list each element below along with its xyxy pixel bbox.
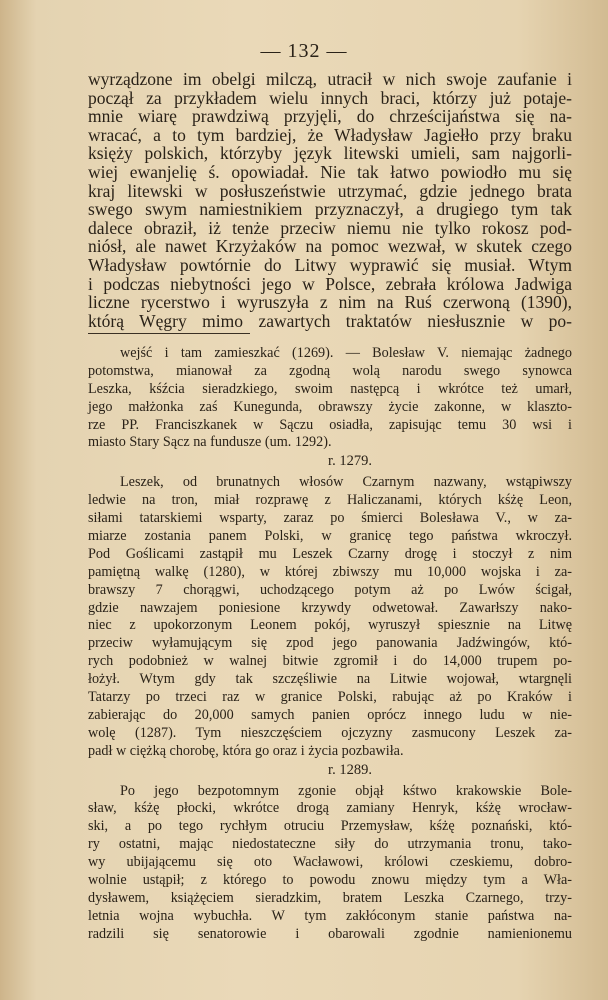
footnote-line: niec z upokorzonym Leonem pokój, wyruszył spiesznie na Litwę <box>88 617 572 634</box>
footnote-line: Po jego bezpotomnym zgonie objął kśtwo krakowskie Bole- <box>120 782 572 799</box>
footnotes <box>88 345 572 944</box>
footnote-line: miasto Stary Sącz na fundusze (um. 1292). <box>88 434 332 451</box>
footnote-line: ski, a po tego rychłym otruciu Przemysław, kśżę poznański, któ- <box>88 818 572 835</box>
footnote-divider <box>88 333 250 334</box>
text-line: dalece obraził, iż tenże przeciw niemu nie tylko rokosz pod- <box>88 217 572 238</box>
footnote-line: padł w ciężką chorobę, która go oraz i życia pozbawiła. <box>88 742 404 759</box>
text-line: i podczas niebytności jego w Polsce, zebrała królowa Jadwiga <box>88 273 572 294</box>
text-line: którą Węgry mimo zawartych traktatów niesłusznie w po- <box>88 310 572 331</box>
footnote-line: pamiętną walkę (1280), w której zbiwszy mu 10,000 wojska i za- <box>88 563 572 580</box>
footnote-line: brawszy 7 chorągwi, uchodzącego potym aż po Lwów ścigał, <box>88 581 572 598</box>
footnote-line: potomstwa, mianował za zgodną wolą narodu swego synowca <box>88 362 572 379</box>
text-line: swego swym namiestnikiem przyznaczył, a drugiego tym tak <box>88 199 572 220</box>
footnote-line: gdzie nawzajem poniesione krzywdy odwetował. Zawarłszy nako- <box>88 599 572 616</box>
text-line: mnie wiarę prawdziwą przyjęli, do chrześcijaństwa się na- <box>88 106 572 127</box>
footnote-line: sław, kśżę płocki, wkrótce drogą zamiany Henryk, kśżę wrocław- <box>88 800 572 817</box>
footnote-line: wolnie ustąpił; z którego to powodu znowu między tym a Wła- <box>88 872 572 889</box>
footnote-line: wejść i tam zamieszkać (1269). — Bolesław V. niemając żadnego <box>120 345 572 361</box>
year-heading: r. 1279. <box>328 453 372 470</box>
footnote-line: siłami tatarskiemi wsparty, zaraz po śmierci Bolesława V., w za- <box>88 510 572 527</box>
footnote-line: wy ubijającemu się oto Wacławowi, królowi czeskiemu, dobro- <box>88 854 572 871</box>
footnote-line: ledwie na tron, miał rozprawę z Haliczanami, których kśżę Leon, <box>88 492 572 509</box>
footnote-line: ry ostatni, mając niedostateczne siły do utrzymania tronu, tako- <box>88 836 572 853</box>
text-line: wyrządzone im obelgi milczą, utracił w nich swoje zaufanie i <box>88 69 572 89</box>
footnote-line: letnia wojna wybuchła. W tym zakłóconym stanie państwa na- <box>88 907 572 924</box>
main-text <box>88 70 572 330</box>
text-line: liczne rycerstwo i wyruszyła z nim na Ruś czerwoną (1390), <box>88 292 572 313</box>
footnote-line: Pod Goślicami zastąpił mu Leszek Czarny drogę i stoczył z nim <box>88 545 572 562</box>
text-line: wracać, a to tym bardziej, że Władysław Jagiełło przy braku <box>88 124 572 145</box>
footnote-line: Leszek, od brunatnych włosów Czarnym nazwany, wstąpiwszy <box>120 474 572 491</box>
footnote-line: Leszka, kśźcia sieradzkiego, swoim następcą i wkrótce też umarł, <box>88 380 572 397</box>
footnote-line: wolę (1287). Tym nieszczęściem ojczyzny zasmucony Leszek za- <box>88 724 572 741</box>
footnote-line: dysławem, książęciem sieradzkim, bratem Leszka Czarnego, trzy- <box>88 889 572 906</box>
footnote-line: radzili się senatorowie i obarowali zgodnie namienionemu <box>88 925 572 942</box>
text-line: począł za przykładem wielu innych braci, którzy już potaje- <box>88 87 572 108</box>
footnote-line: łożył. Wtym gdy tak szczęśliwie na Litwie wojował, wtargnęli <box>88 671 572 688</box>
year-heading: r. 1289. <box>328 761 372 778</box>
text-line: księży polskich, którzyby język litewski umieli, sam najgorli- <box>88 143 572 164</box>
footnote-line: rych podobnież w walnej bitwie zgromił i do 14,000 trupem po- <box>88 653 572 670</box>
footnote-line: jego małżonka zaś Kunegunda, obrawszy życie zakonne, w klaszto- <box>88 398 572 415</box>
text-line: Władysław powtórnie do Litwy wyprawić się musiał. Wtym <box>88 254 572 275</box>
footnote-line: przeciw wyłamującym się zpod jego panowania Jadźwingów, któ- <box>88 635 572 652</box>
footnote-line: zabierając do 20,000 samych panien oprócz innego ludu w nie- <box>88 706 572 723</box>
text-line: kraj litewski w posłuszeństwie utrzymać, gdzie jednego brata <box>88 180 572 201</box>
page-number: — 132 — <box>260 40 348 62</box>
footnote-line: Tatarzy po trzeci raz w granice Polski, rabując aż po Kraków i <box>88 689 572 706</box>
footnote-line: miarze zostania panem Polski, w granicę tego państwa wkroczył. <box>88 528 572 545</box>
text-line: wiej ewanjelię ś. opowiadał. Nie tak łatwo powiodło mu się <box>88 161 572 182</box>
footnote-line: rze PP. Franciszkanek w Sączu osiadła, zapisując temu 30 wsi i <box>88 416 572 433</box>
text-line: niósł, ale nawet Krzyżaków na pomoc wezwał, w skutek czego <box>88 236 572 257</box>
